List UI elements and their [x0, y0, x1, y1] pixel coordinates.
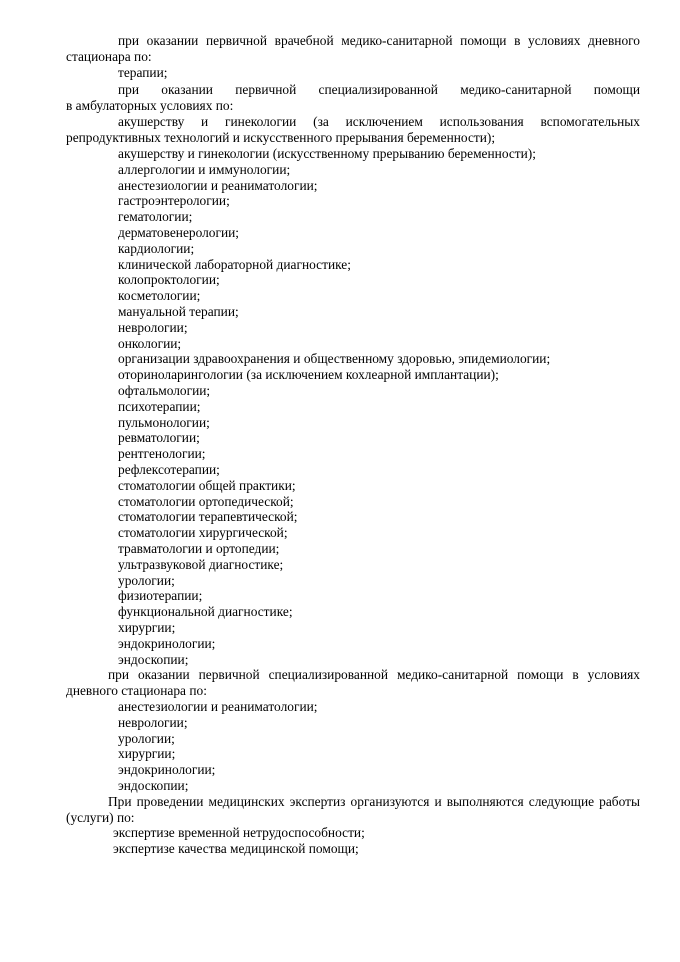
- list-item: мануальной терапии;: [118, 304, 239, 319]
- list-item: эндоскопии;: [118, 778, 189, 793]
- list-item: онкологии;: [118, 336, 182, 351]
- list-item: эндоскопии;: [118, 652, 189, 667]
- list-item: анестезиологии и реаниматологии;: [118, 699, 318, 714]
- list-item: репродуктивных технологий и искусственного прерывания беременности);: [66, 130, 496, 145]
- paragraph-line: (услуги) по:: [66, 810, 135, 825]
- list-item: аллергологии и иммунологии;: [118, 162, 291, 177]
- list-item: стоматологии терапевтической;: [118, 509, 298, 524]
- list-item: хирургии;: [118, 746, 176, 761]
- list-item: рефлексотерапии;: [118, 462, 220, 477]
- list-item: акушерству и гинекологии (искусственному прерыванию беременности);: [118, 146, 536, 161]
- list-item: урологии;: [118, 573, 175, 588]
- list-item: косметологии;: [118, 288, 201, 303]
- list-item: экспертизе временной нетрудоспособности;: [113, 825, 365, 840]
- list-item: физиотерапии;: [118, 588, 203, 603]
- list-item: ревматологии;: [118, 430, 200, 445]
- paragraph-line: при оказании первичной специализированной медико-санитарной помощи в условиях: [108, 667, 640, 682]
- list-item: рентгенологии;: [118, 446, 206, 461]
- list-item: урологии;: [118, 731, 175, 746]
- list-item: функциональной диагностике;: [118, 604, 293, 619]
- paragraph-line: дневного стационара по:: [66, 683, 207, 698]
- list-item: анестезиологии и реаниматологии;: [118, 178, 318, 193]
- list-item: стоматологии общей практики;: [118, 478, 296, 493]
- list-item: организации здравоохранения и общественному здоровью, эпидемиологии;: [118, 351, 551, 366]
- list-item: кардиологии;: [118, 241, 195, 256]
- list-item: клинической лабораторной диагностике;: [118, 257, 351, 272]
- list-item: гематологии;: [118, 209, 193, 224]
- list-item: оториноларингологии (за исключением кохлеарной имплантации);: [118, 367, 499, 382]
- list-item: пульмонологии;: [118, 415, 210, 430]
- paragraph-line: При проведении медицинских экспертиз организуются и выполняются следующие работы: [108, 794, 640, 809]
- list-item: гастроэнтерологии;: [118, 193, 230, 208]
- paragraph-line: стационара по:: [66, 49, 152, 64]
- list-item: экспертизе качества медицинской помощи;: [113, 841, 359, 856]
- list-item: травматологии и ортопедии;: [118, 541, 280, 556]
- list-item: неврологии;: [118, 715, 188, 730]
- list-item: эндокринологии;: [118, 636, 216, 651]
- list-item: эндокринологии;: [118, 762, 216, 777]
- paragraph-line: при оказании первичной специализированной медико-санитарной помощи: [118, 82, 640, 97]
- list-item: психотерапии;: [118, 399, 201, 414]
- list-item: дерматовенерологии;: [118, 225, 240, 240]
- list-item: стоматологии хирургической;: [118, 525, 288, 540]
- list-item: терапии;: [118, 65, 168, 80]
- list-item: колопроктологии;: [118, 272, 220, 287]
- list-item: неврологии;: [118, 320, 188, 335]
- list-item: хирургии;: [118, 620, 176, 635]
- paragraph-line: в амбулаторных условиях по:: [66, 98, 234, 113]
- list-item: стоматологии ортопедической;: [118, 494, 294, 509]
- list-item: ультразвуковой диагностике;: [118, 557, 284, 572]
- paragraph-line: при оказании первичной врачебной медико-санитарной помощи в условиях дневного: [118, 33, 640, 48]
- list-item: акушерству и гинекологии (за исключением использования вспомогательных: [118, 114, 640, 129]
- list-item: офтальмологии;: [118, 383, 211, 398]
